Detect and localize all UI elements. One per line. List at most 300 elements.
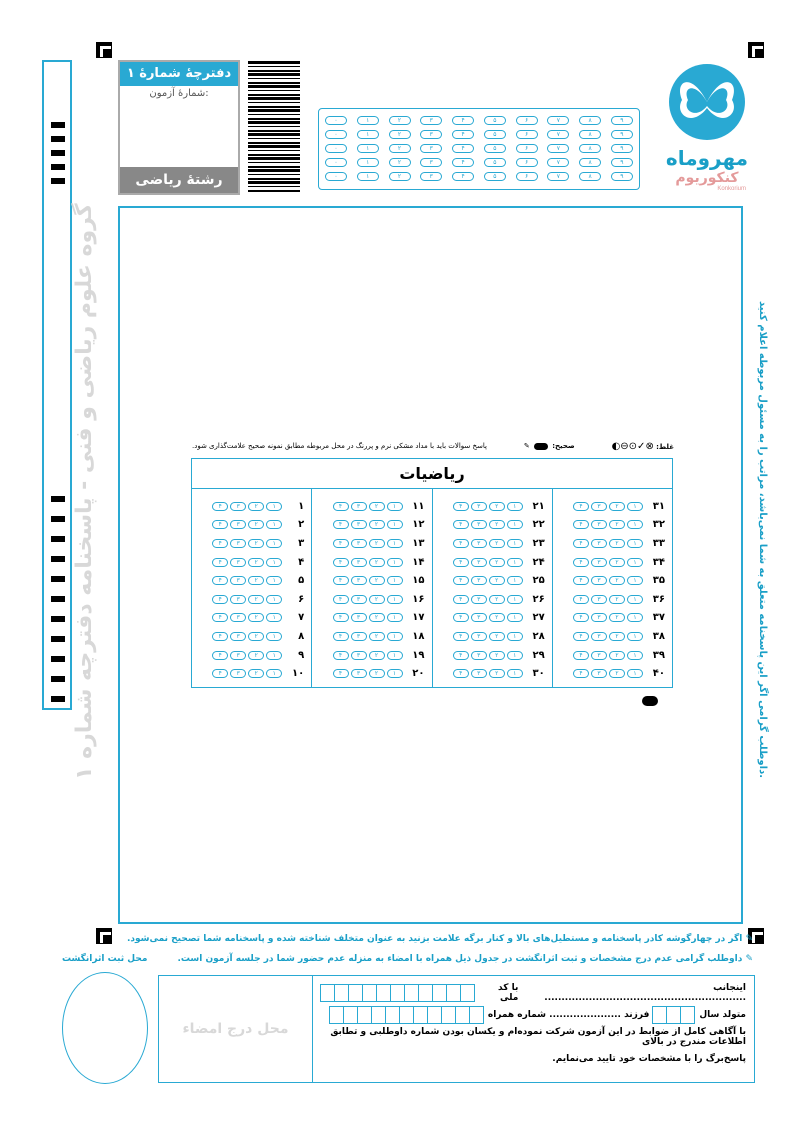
id-digit-bubble[interactable]: ۷ (547, 130, 569, 139)
id-digit-bubble[interactable]: ۹ (611, 116, 633, 125)
logo-latin: Konkorium (717, 186, 746, 192)
answer-bubble[interactable]: ۲ (489, 539, 505, 548)
answer-bubble[interactable]: ۴ (573, 595, 589, 604)
question-row (318, 590, 427, 609)
answer-bubble[interactable]: ۲ (248, 520, 264, 529)
answer-bubble[interactable]: ۱ (627, 539, 643, 548)
form-line1-a: اینجانب ........................................................... (544, 983, 746, 1003)
id-digit-bubble[interactable]: ۳ (420, 172, 442, 181)
answer-bubble[interactable]: ۱ (266, 502, 282, 511)
id-digit-bubble[interactable]: ۷ (547, 144, 569, 153)
answer-bubble[interactable]: ۱ (266, 632, 282, 641)
answer-bubble[interactable]: ۴ (212, 669, 228, 678)
answer-bubble[interactable]: ۱ (387, 632, 403, 641)
id-digit-row (325, 158, 633, 172)
question-number: ۳۴ (652, 556, 665, 568)
answer-bubble[interactable]: ۴ (453, 520, 469, 529)
phone-boxes[interactable] (330, 1006, 484, 1024)
answer-bubble[interactable]: ۴ (573, 502, 589, 511)
answer-bubble[interactable]: ۳ (471, 632, 487, 641)
wrong-label: غلط: (656, 442, 674, 451)
answer-bubble[interactable]: ۲ (248, 576, 264, 585)
id-digit-bubble[interactable]: ۷ (547, 116, 569, 125)
answer-bubble[interactable]: ۳ (230, 520, 246, 529)
answer-bubble[interactable]: ۱ (627, 558, 643, 567)
id-digit-bubble[interactable]: ۵ (484, 144, 506, 153)
answer-bubble[interactable]: ۳ (471, 502, 487, 511)
question-row (559, 534, 668, 553)
answer-bubble[interactable]: ۳ (351, 669, 367, 678)
answer-bubble[interactable]: ۳ (591, 539, 607, 548)
answer-bubble[interactable]: ۴ (453, 669, 469, 678)
answer-bubble[interactable]: ۴ (453, 595, 469, 604)
answer-bubble[interactable]: ۲ (609, 576, 625, 585)
answer-bubble[interactable]: ۲ (609, 502, 625, 511)
answer-bubble[interactable]: ۴ (212, 576, 228, 585)
timing-marker (642, 696, 658, 706)
id-digit-bubble[interactable]: ۸ (579, 130, 601, 139)
answer-bubble[interactable]: ۴ (573, 539, 589, 548)
answer-bubble[interactable]: ۱ (266, 576, 282, 585)
answer-bubble[interactable]: ۴ (453, 651, 469, 660)
field-label: رشتهٔ ریاضی (120, 167, 238, 193)
answer-bubble[interactable]: ۳ (351, 595, 367, 604)
id-digit-bubble[interactable]: ۱ (357, 144, 379, 153)
question-row (318, 664, 427, 683)
answer-bubble[interactable]: ۲ (609, 520, 625, 529)
form-line2-a: متولد سال (699, 1010, 746, 1020)
answer-bubble[interactable]: ۳ (591, 576, 607, 585)
answer-bubble[interactable]: ۲ (369, 558, 385, 567)
question-row (198, 609, 307, 628)
answer-bubble[interactable]: ۳ (351, 651, 367, 660)
filled-bubble-icon (534, 443, 548, 450)
id-digit-bubble[interactable]: ۸ (579, 144, 601, 153)
question-number: ۳۰ (532, 668, 545, 680)
question-number: ۲۰ (412, 668, 425, 680)
id-digit-bubble[interactable]: ۹ (611, 144, 633, 153)
question-row (318, 497, 427, 516)
answer-bubble[interactable]: ۳ (591, 558, 607, 567)
answer-bubble[interactable]: ۱ (627, 669, 643, 678)
answer-bubble[interactable]: ۲ (609, 539, 625, 548)
answer-bubble[interactable]: ۲ (248, 502, 264, 511)
answer-bubble[interactable]: ۴ (333, 651, 349, 660)
question-number: ۱۷ (412, 612, 425, 624)
fingerprint-area[interactable] (62, 972, 148, 1084)
answer-bubble[interactable]: ۴ (212, 613, 228, 622)
id-digit-bubble[interactable]: ۶ (516, 116, 538, 125)
id-digit-bubble[interactable]: ۲ (389, 158, 411, 167)
answer-bubble[interactable]: ۴ (212, 595, 228, 604)
answer-bubble[interactable]: ۱ (507, 595, 523, 604)
question-row (198, 590, 307, 609)
answer-bubble[interactable]: ۱ (627, 502, 643, 511)
id-digit-bubble[interactable]: ۲ (389, 144, 411, 153)
id-digit-bubble[interactable]: ۰ (325, 116, 347, 125)
id-digit-bubble[interactable]: ۰ (325, 158, 347, 167)
answer-bubble[interactable]: ۴ (333, 558, 349, 567)
question-number: ۱۵ (412, 575, 425, 587)
answer-bubble[interactable]: ۱ (387, 502, 403, 511)
question-row (198, 497, 307, 516)
id-digit-bubble[interactable]: ۵ (484, 158, 506, 167)
answer-bubble[interactable]: ۴ (453, 558, 469, 567)
id-digit-row (325, 172, 633, 186)
answer-bubble[interactable]: ۳ (351, 632, 367, 641)
answer-bubble[interactable]: ۲ (369, 632, 385, 641)
id-digit-bubble[interactable]: ۴ (452, 144, 474, 153)
answer-bubble[interactable]: ۴ (333, 632, 349, 641)
answer-bubble[interactable]: ۲ (609, 613, 625, 622)
answer-bubble[interactable]: ۲ (489, 651, 505, 660)
answer-bubble[interactable]: ۱ (266, 539, 282, 548)
answer-bubble[interactable]: ۲ (248, 669, 264, 678)
answer-bubble[interactable]: ۴ (573, 651, 589, 660)
question-row (198, 627, 307, 646)
answer-bubble[interactable]: ۳ (230, 669, 246, 678)
question-row (318, 534, 427, 553)
id-digit-bubble[interactable]: ۷ (547, 158, 569, 167)
question-row (439, 609, 548, 628)
question-row (439, 553, 548, 572)
question-number: ۱ (298, 500, 305, 512)
answer-bubble[interactable]: ۱ (507, 576, 523, 585)
id-digit-row (325, 144, 633, 158)
answer-bubble[interactable]: ۴ (573, 632, 589, 641)
answer-bubble[interactable]: ۲ (489, 576, 505, 585)
question-row (559, 553, 668, 572)
answer-bubble[interactable]: ۲ (609, 558, 625, 567)
answer-bubble[interactable]: ۴ (573, 613, 589, 622)
answer-bubble[interactable]: ۲ (369, 651, 385, 660)
answer-bubble[interactable]: ۴ (212, 502, 228, 511)
id-digit-bubble[interactable]: ۴ (452, 158, 474, 167)
question-number: ۳۳ (652, 537, 665, 549)
answer-bubble[interactable]: ۱ (627, 613, 643, 622)
id-digit-bubble[interactable]: ۸ (579, 172, 601, 181)
id-digit-bubble[interactable]: ۲ (389, 130, 411, 139)
answer-bubble[interactable]: ۴ (333, 539, 349, 548)
corner-mark-top-left (96, 42, 112, 58)
id-digit-bubble[interactable]: ۲ (389, 172, 411, 181)
answer-bubble[interactable]: ۱ (627, 651, 643, 660)
answer-bubble[interactable]: ۳ (471, 651, 487, 660)
question-number: ۱۹ (412, 649, 425, 661)
answer-bubble[interactable]: ۱ (627, 595, 643, 604)
right-vertical-notice: داوطلب گرامی اگر این پاسخنامه متعلق به شما نمی‌باشد، مراتب را به مسئول مربوطه اعلام کنید. (757, 301, 768, 779)
answer-bubble[interactable]: ۴ (212, 651, 228, 660)
signature-area[interactable]: محل درج امضاء (159, 976, 313, 1082)
question-number: ۳۸ (652, 630, 665, 642)
answer-bubble[interactable]: ۱ (507, 520, 523, 529)
corner-mark-bottom-left (96, 928, 112, 944)
id-digit-bubble[interactable]: ۵ (484, 172, 506, 181)
answer-bubble[interactable]: ۲ (248, 595, 264, 604)
question-row (559, 571, 668, 590)
answer-bubble[interactable]: ۱ (507, 613, 523, 622)
id-digit-bubble[interactable]: ۴ (452, 116, 474, 125)
pencil-icon: ✎ (523, 442, 530, 450)
question-number: ۲۶ (532, 593, 545, 605)
id-digit-bubble[interactable]: ۳ (420, 158, 442, 167)
question-number: ۳۵ (652, 575, 665, 587)
answer-bubble[interactable]: ۲ (248, 558, 264, 567)
id-digit-bubble[interactable]: ۵ (484, 116, 506, 125)
answer-bubble[interactable]: ۱ (387, 595, 403, 604)
answer-bubble[interactable]: ۱ (507, 539, 523, 548)
answer-bubble[interactable]: ۳ (471, 558, 487, 567)
notice-line-2: ✎ داوطلب گرامی عدم درج مشخصات و ثبت اثرانگشت در جدول ذیل همراه با امضاء به منزله عدم حضور شما در جلسه آزمون است. (177, 954, 753, 964)
answer-bubble[interactable]: ۴ (212, 632, 228, 641)
answer-bubble[interactable]: ۳ (471, 576, 487, 585)
answer-bubble[interactable]: ۱ (387, 613, 403, 622)
answer-bubble[interactable]: ۳ (230, 651, 246, 660)
question-number: ۲۹ (532, 649, 545, 661)
id-digit-bubble[interactable]: ۴ (452, 130, 474, 139)
national-code-boxes[interactable] (321, 984, 475, 1002)
answer-bubble[interactable]: ۲ (489, 502, 505, 511)
answer-bubble[interactable]: ۱ (387, 520, 403, 529)
answer-bubble[interactable]: ۱ (266, 595, 282, 604)
answer-bubble[interactable]: ۱ (627, 576, 643, 585)
answer-bubble[interactable]: ۴ (333, 502, 349, 511)
question-number: ۱۲ (412, 519, 425, 531)
id-digit-bubble[interactable]: ۶ (516, 130, 538, 139)
answer-bubble[interactable]: ۲ (489, 632, 505, 641)
answer-bubble[interactable]: ۳ (230, 613, 246, 622)
id-digit-bubble[interactable]: ۲ (389, 116, 411, 125)
answer-bubble[interactable]: ۳ (591, 595, 607, 604)
answer-bubble[interactable]: ۲ (609, 669, 625, 678)
answer-bubble[interactable]: ۳ (351, 502, 367, 511)
question-row (318, 646, 427, 665)
pencil-icon: ✎ (745, 934, 753, 944)
answer-bubble[interactable]: ۴ (453, 576, 469, 585)
question-number: ۲۵ (532, 575, 545, 587)
id-digit-bubble[interactable]: ۳ (420, 144, 442, 153)
id-digit-bubble[interactable]: ۸ (579, 158, 601, 167)
id-digit-bubble[interactable]: ۴ (452, 172, 474, 181)
question-row (559, 609, 668, 628)
answer-bubble[interactable]: ۳ (591, 502, 607, 511)
answer-bubble[interactable]: ۴ (453, 632, 469, 641)
booklet-title: دفترچهٔ شمارهٔ ۱ (120, 62, 238, 86)
question-number: ۳۲ (652, 519, 665, 531)
wrong-marks-icon: ⊗✓⊙⊖◐ (611, 440, 654, 452)
answer-bubble[interactable]: ۲ (369, 520, 385, 529)
answer-bubble[interactable]: ۴ (212, 520, 228, 529)
answer-bubble[interactable]: ۴ (333, 576, 349, 585)
answer-bubble[interactable]: ۳ (591, 651, 607, 660)
answer-bubble[interactable]: ۴ (453, 613, 469, 622)
id-digit-bubble[interactable]: ۳ (420, 116, 442, 125)
id-digit-bubble[interactable]: ۰ (325, 130, 347, 139)
barcode (248, 61, 300, 193)
question-number: ۱۰ (292, 668, 305, 680)
question-number: ۴ (298, 556, 305, 568)
answer-bubble[interactable]: ۱ (266, 558, 282, 567)
id-digit-bubble[interactable]: ۱ (357, 130, 379, 139)
answer-bubble[interactable]: ۳ (471, 539, 487, 548)
answer-bubble[interactable]: ۳ (230, 502, 246, 511)
answer-bubble[interactable]: ۱ (266, 613, 282, 622)
id-digit-bubble[interactable]: ۹ (611, 172, 633, 181)
answer-bubble[interactable]: ۱ (507, 651, 523, 660)
question-row (439, 571, 548, 590)
answer-bubble[interactable]: ۱ (507, 502, 523, 511)
answer-bubble[interactable]: ۴ (453, 539, 469, 548)
answer-bubble[interactable]: ۴ (212, 558, 228, 567)
answer-bubble[interactable]: ۳ (351, 539, 367, 548)
question-number: ۲۴ (532, 556, 545, 568)
answer-bubble[interactable]: ۱ (507, 669, 523, 678)
answer-bubble[interactable]: ۴ (573, 576, 589, 585)
answer-bubble[interactable]: ۳ (351, 613, 367, 622)
answer-bubble[interactable]: ۳ (230, 576, 246, 585)
id-digit-bubble[interactable]: ۶ (516, 172, 538, 181)
answer-bubble[interactable]: ۱ (387, 651, 403, 660)
question-row (559, 590, 668, 609)
answer-bubble[interactable]: ۲ (369, 576, 385, 585)
answer-bubble[interactable]: ۴ (333, 613, 349, 622)
answer-bubble[interactable]: ۲ (369, 595, 385, 604)
answer-bubble[interactable]: ۲ (489, 520, 505, 529)
answer-bubble[interactable]: ۲ (369, 669, 385, 678)
answer-bubble[interactable]: ۱ (387, 539, 403, 548)
answer-bubble[interactable]: ۲ (248, 539, 264, 548)
answer-bubble[interactable]: ۲ (369, 539, 385, 548)
answer-bubble[interactable]: ۴ (212, 539, 228, 548)
answer-bubble[interactable]: ۳ (591, 613, 607, 622)
answer-bubble[interactable]: ۱ (627, 632, 643, 641)
question-number: ۲۲ (532, 519, 545, 531)
logo (662, 62, 752, 196)
question-row (559, 516, 668, 535)
question-row (198, 553, 307, 572)
subject-title: ریاضیات (192, 459, 672, 489)
question-row (318, 516, 427, 535)
answer-bubble[interactable]: ۴ (333, 595, 349, 604)
answer-bubble[interactable]: ۱ (627, 520, 643, 529)
answer-bubble[interactable]: ۱ (266, 651, 282, 660)
notice-line-1: ✎ اگر در چهارگوشه کادر پاسخنامه و مستطیل‌های بالا و کنار برگه علامت بزنید به عنوان متخلف شناخته شده و پاسخنامه شما تصحیح نمی‌شود. (126, 934, 753, 944)
question-number: ۸ (298, 630, 305, 642)
answer-bubble[interactable]: ۲ (489, 558, 505, 567)
answer-bubble[interactable]: ۲ (489, 595, 505, 604)
id-digit-row (325, 116, 633, 130)
answer-bubble[interactable]: ۲ (248, 613, 264, 622)
answer-bubble[interactable]: ۱ (266, 669, 282, 678)
form-line2-b: فرزند ..................... شماره همراه (487, 1010, 650, 1020)
answer-bubble[interactable]: ۲ (248, 651, 264, 660)
answer-bubble[interactable]: ۱ (387, 576, 403, 585)
id-digit-bubble[interactable]: ۰ (325, 144, 347, 153)
question-number: ۱۱ (412, 500, 425, 512)
id-digit-bubble[interactable]: ۶ (516, 144, 538, 153)
question-number: ۱۳ (412, 537, 425, 549)
id-digit-bubble[interactable]: ۱ (357, 158, 379, 167)
answer-bubble[interactable]: ۱ (507, 632, 523, 641)
answer-bubble[interactable]: ۲ (489, 613, 505, 622)
answer-bubble[interactable]: ۱ (387, 558, 403, 567)
question-number: ۲۱ (532, 500, 545, 512)
answer-bubble[interactable]: ۳ (351, 576, 367, 585)
answer-bubble[interactable]: ۴ (573, 520, 589, 529)
id-digit-bubble[interactable]: ۰ (325, 172, 347, 181)
id-digit-bubble[interactable]: ۱ (357, 172, 379, 181)
question-row (198, 571, 307, 590)
id-digit-bubble[interactable]: ۹ (611, 158, 633, 167)
id-digit-bubble[interactable]: ۶ (516, 158, 538, 167)
left-vertical-title: گروه علوم ریاضی و فنی - پاسخنامه دفترچه شماره ۱ (72, 203, 97, 780)
id-digit-bubble[interactable]: ۳ (420, 130, 442, 139)
question-number: ۳ (298, 537, 305, 549)
answer-bubble[interactable]: ۳ (471, 669, 487, 678)
question-row (559, 497, 668, 516)
answer-bubble[interactable]: ۳ (471, 520, 487, 529)
answer-bubble[interactable]: ۳ (230, 595, 246, 604)
answer-bubble[interactable]: ۳ (351, 558, 367, 567)
answer-sheet (191, 458, 673, 688)
question-row (198, 516, 307, 535)
answer-bubble[interactable]: ۲ (369, 613, 385, 622)
answer-bubble[interactable]: ۳ (230, 632, 246, 641)
id-digit-bubble[interactable]: ۷ (547, 172, 569, 181)
answer-bubble[interactable]: ۴ (453, 502, 469, 511)
answer-bubble[interactable]: ۳ (230, 539, 246, 548)
question-row (439, 497, 548, 516)
corner-mark-top-right (748, 42, 764, 58)
answer-bubble[interactable]: ۱ (507, 558, 523, 567)
answer-bubble[interactable]: ۱ (387, 669, 403, 678)
answer-bubble[interactable]: ۳ (230, 558, 246, 567)
question-number: ۳۹ (652, 649, 665, 661)
question-row (439, 664, 548, 683)
answer-column (552, 489, 672, 687)
answer-bubble[interactable]: ۲ (609, 632, 625, 641)
id-digit-bubble[interactable]: ۹ (611, 130, 633, 139)
answer-bubble[interactable]: ۲ (609, 595, 625, 604)
birth-year-boxes[interactable] (653, 1006, 695, 1024)
id-bubble-grid[interactable] (318, 108, 640, 190)
answer-bubble[interactable]: ۳ (591, 520, 607, 529)
question-row (318, 571, 427, 590)
answer-column (432, 489, 552, 687)
answer-bubble[interactable]: ۳ (351, 520, 367, 529)
question-row (198, 664, 307, 683)
question-number: ۲ (298, 519, 305, 531)
answer-bubble[interactable]: ۲ (248, 632, 264, 641)
id-digit-bubble[interactable]: ۸ (579, 116, 601, 125)
answer-bubble[interactable]: ۲ (369, 502, 385, 511)
question-number: ۱۴ (412, 556, 425, 568)
id-digit-bubble[interactable]: ۵ (484, 130, 506, 139)
answer-bubble[interactable]: ۴ (333, 669, 349, 678)
answer-bubble[interactable]: ۴ (333, 520, 349, 529)
id-digit-bubble[interactable]: ۱ (357, 116, 379, 125)
answer-bubble[interactable]: ۳ (591, 632, 607, 641)
answer-bubble[interactable]: ۳ (471, 613, 487, 622)
answer-bubble[interactable]: ۳ (471, 595, 487, 604)
answer-bubble[interactable]: ۲ (609, 651, 625, 660)
answer-bubble[interactable]: ۴ (573, 558, 589, 567)
answer-bubble[interactable]: ۴ (573, 669, 589, 678)
answer-bubble[interactable]: ۲ (489, 669, 505, 678)
answer-bubble[interactable]: ۱ (266, 520, 282, 529)
question-row (198, 534, 307, 553)
answer-bubble[interactable]: ۳ (591, 669, 607, 678)
